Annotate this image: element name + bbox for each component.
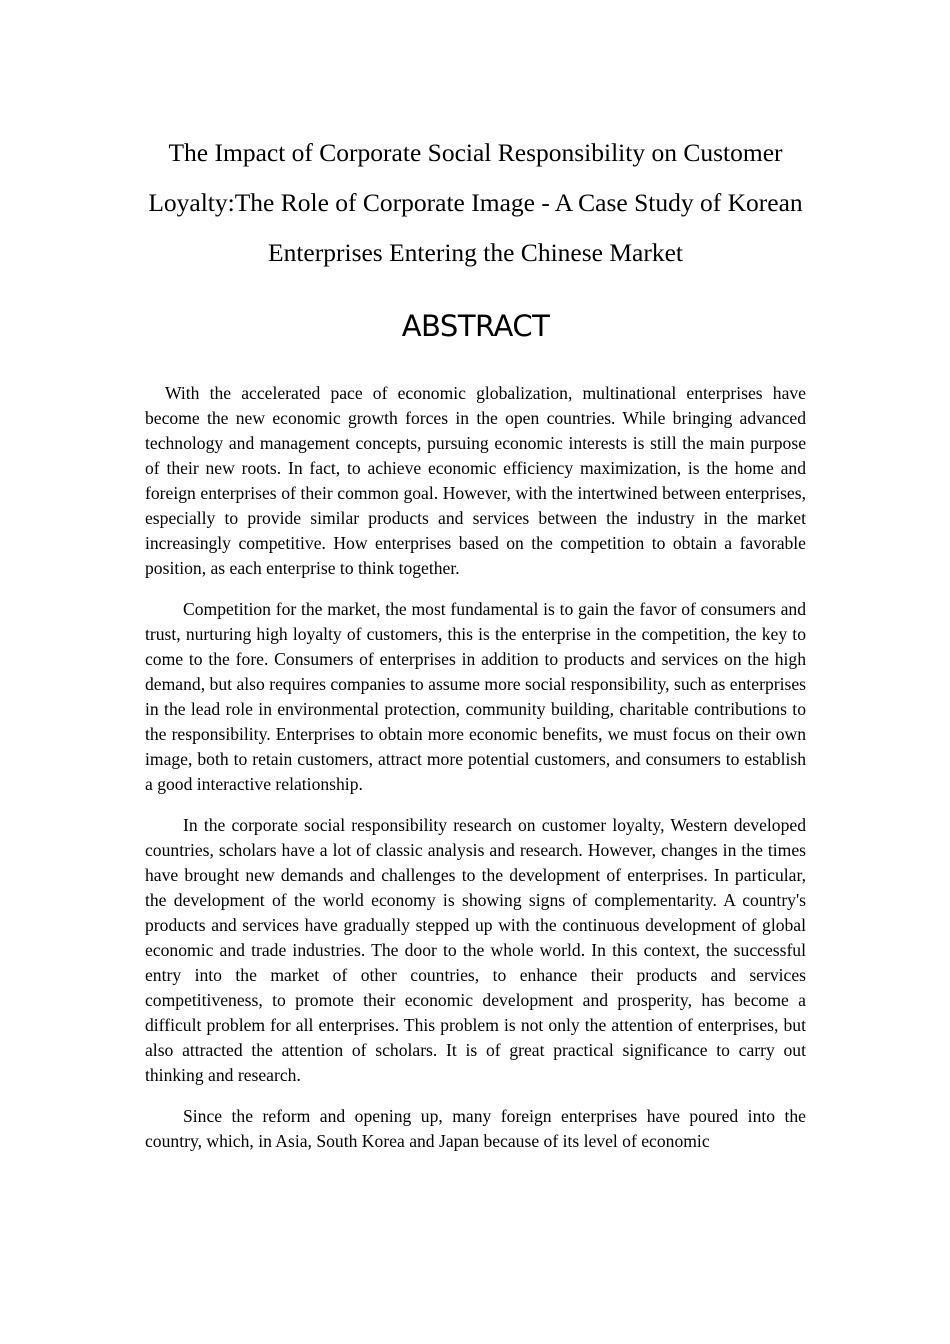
- abstract-paragraph-3: In the corporate social responsibility research on customer loyalty, Western developed countries, scholars have a lot of classic analysis and research. However, changes in the times have brought new demands and challenges to the development of enterprises. In particular, the development of the world economy is showing signs of complementarity. A country's products and services have gradually stepped up with the continuous development of global economic and trade industries. The door to the whole world. In this context, the successful entry into the market of other countries, to enhance their products and services competitiveness, to promote their economic development and prosperity, has become a difficult problem for all enterprises. This problem is not only the attention of enterprises, but also attracted the attention of scholars. It is of great practical significance to carry out thinking and research.: [145, 815, 806, 1085]
- abstract-body: [145, 381, 806, 1154]
- abstract-paragraph-2: Competition for the market, the most fundamental is to gain the favor of consumers and trust, nurturing high loyalty of customers, this is the enterprise in the competition, the key to come to the fore. Consumers of enterprises in addition to products and services on the high demand, but also requires companies to assume more social responsibility, such as enterprises in the lead role in environmental protection, community building, charitable contributions to the responsibility. Enterprises to obtain more economic benefits, we must focus on their own image, both to retain customers, attract more potential customers, and consumers to establish a good interactive relationship.: [145, 599, 806, 794]
- abstract-paragraph-1: With the accelerated pace of economic globalization, multinational enterprises have become the new economic growth forces in the open countries. While bringing advanced technology and management concepts, pursuing economic interests is still the main purpose of their new roots. In fact, to achieve economic efficiency maximization, is the home and foreign enterprises of their common goal. However, with the intertwined between enterprises, especially to provide similar products and services between the industry in the market increasingly competitive. How enterprises based on the competition to obtain a favorable position, as each enterprise to think together.: [145, 383, 806, 578]
- abstract-paragraph-4: Since the reform and opening up, many foreign enterprises have poured into the country, which, in Asia, South Korea and Japan because of its level of economic: [145, 1106, 806, 1151]
- abstract-heading: ABSTRACT: [401, 309, 550, 343]
- document-page: [145, 128, 806, 1170]
- paper-title: The Impact of Corporate Social Responsibility on Customer Loyalty:The Role of Corporate Image - A Case Study of Korean Enterprises Entering the Chinese Market: [148, 138, 803, 267]
